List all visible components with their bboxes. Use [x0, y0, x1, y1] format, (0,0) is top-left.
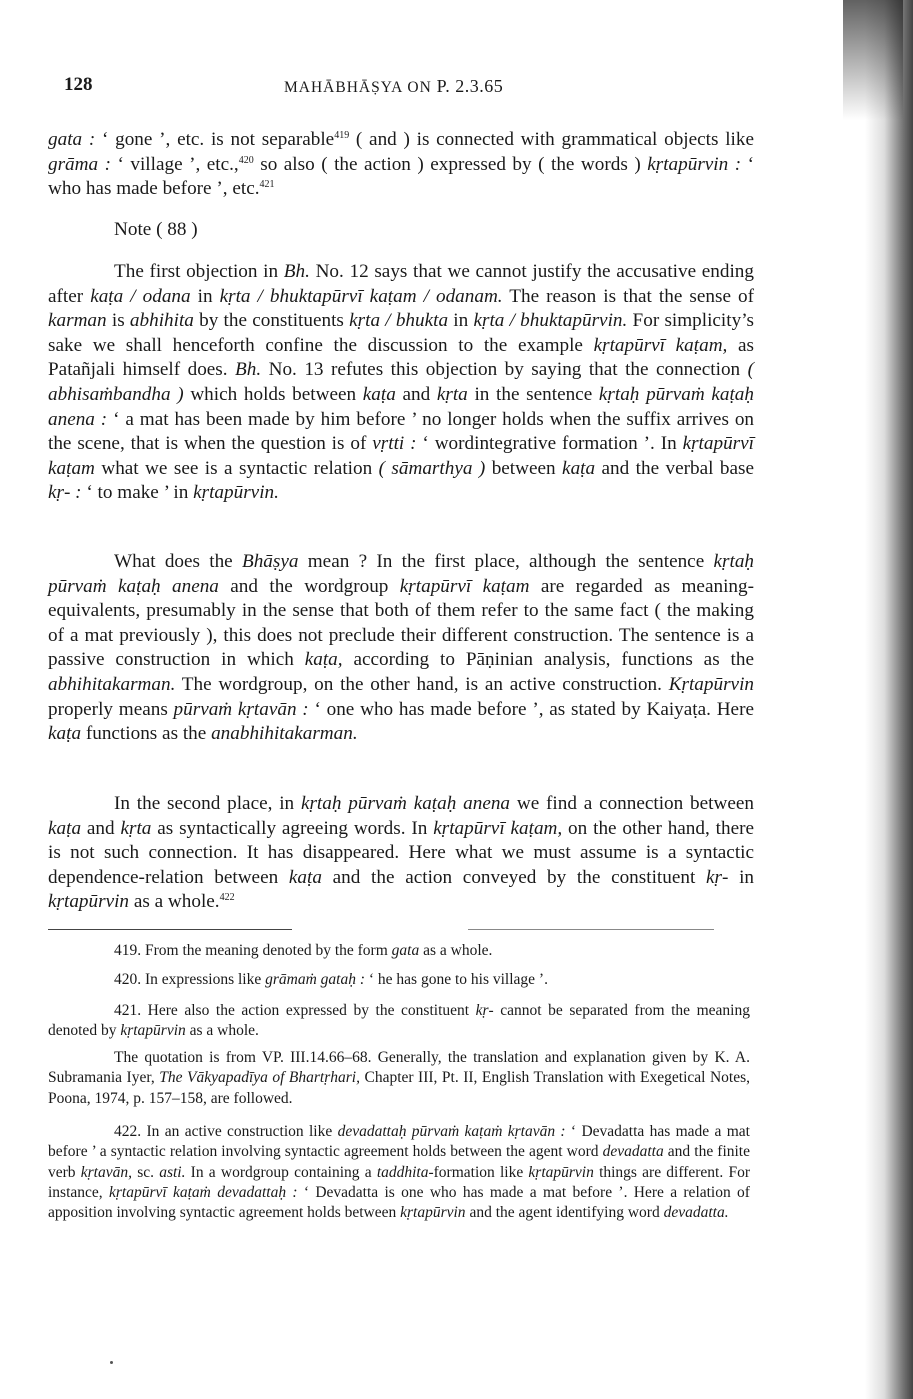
footnote-420: 420. In expressions like grāmaṁ gataḥ : ‘ he has gone to his village ’. [114, 971, 548, 988]
footnote-ref-421: 421 [259, 179, 275, 191]
paragraph-3: What does the Bhāṣya mean ? In the first place, although the sentence kṛtaḥ pūrvaṁ kaṭaḥ anena and the wordgroup kṛtapūrvī kaṭam are regarded as meaning-equivalents, presumably in the sense that both of them refer to the same fact ( the making of a mat previously ), this does not preclude their different construction. The sentence is a passive construction in which kaṭa, according to Pāṇinian analysis, functions as the abhihitakarman. The wordgroup, on the other hand, is an active construction. Kṛtapūrvin properly means pūrvaṁ kṛtavān : ‘ one who has made before ’, as stated by Kaiyaṭa. Here kaṭa functions as the anabhihitakarman. [48, 551, 755, 745]
paragraph-second-place [48, 792, 754, 915]
footnote-separator [48, 929, 292, 930]
scan-shadow-corner [843, 0, 903, 120]
header-reference: P. 2.3.65 [436, 76, 504, 96]
page-number: 128 [64, 74, 93, 95]
footnote-separator-right [468, 929, 714, 930]
footnote-421-quotation: The quotation is from VP. III.14.66–68. Generally, the translation and explanation given by K. A. Subramania Iyer, The Vākyapadīya of Bhartṛhari, Chapter III, Pt. II, English Translation with Exegetical Notes, Poona, 1974, p. 157–158, are followed. [48, 1049, 750, 1107]
scan-speck [110, 1361, 113, 1364]
running-head [64, 74, 754, 104]
note-heading: Note ( 88 ) [114, 219, 198, 240]
paragraph-1: gata : ‘ gone ’, etc. is not separable$^{419}$ ( and ) is connected with grammatical objects like grāma : ‘ village ’, etc.,$^{420}$ so also ( the action ) expressed by ( the words ) kṛtapūrvin : ‘ who has made before ’, etc.$^{421}$ [48, 129, 754, 200]
footnote-421: 421. Here also the action expressed by the constituent kṛ- cannot be separated from the meaning denoted by kṛtapūrvin as a whole. [48, 1002, 750, 1040]
header-title [284, 76, 503, 97]
footnote-422: 422. In an active construction like devadattaḥ pūrvaṁ kaṭaṁ kṛtavān : ‘ Devadatta has made a mat before ’ a syntactic relation involving syntactic agreement holds between the agent word devadatta and the finite verb kṛtavān, sc. asti. In a wordgroup containing a taddhita-formation like kṛtapūrvin things are different. For instance, kṛtapūrvī kaṭaṁ devadattaḥ : ‘ Devadatta is one who has made a mat before ’. Here a relation of apposition involving syntactic agreement holds between kṛtapūrvin and the agent identifying word devadatta. [48, 1123, 750, 1222]
paragraph-objection [48, 260, 754, 506]
paragraph-continuation [48, 128, 754, 202]
paragraph-4: In the second place, in kṛtaḥ pūrvaṁ kaṭaḥ anena we find a connection between kaṭa and kṛta as syntactically agreeing words. In kṛtapūrvī kaṭam, on the other hand, there is not such connection. It has disappeared. Here what we must assume is a syntactic dependence-relation between kaṭa and the action conveyed by the constituent kṛ- in kṛtapūrvin as a whole.$^{422}$ [48, 793, 754, 913]
paragraph-bhasya-meaning [48, 550, 754, 747]
paragraph-2: The first objection in Bh. No. 12 says that we cannot justify the accusative ending after kaṭa / odana in kṛta / bhuktapūrvī kaṭam / odanam. The reason is that the sense of karman is abhihita by the constituents kṛta / bhukta in kṛta / bhuktapūrvin. For simplicity’s sake we shall henceforth confine the discussion to the example kṛtapūrvī kaṭam, as Patañjali himself does. Bh. No. 13 refutes this objection by saying that the connection ( abhisaṁbandha ) which holds between kaṭa and kṛta in the sentence kṛtaḥ pūrvaṁ kaṭaḥ anena : ‘ a mat has been made by him before ’ no longer holds when the suffix arrives on the scene, that is when the question is of vṛtti : ‘ wordintegrative formation ’. In kṛtapūrvī kaṭam what we see is a syntactic relation ( sāmarthya ) between kaṭa and the verbal base kṛ- : ‘ to make ’ in kṛtapūrvin. [48, 261, 755, 504]
footnote-ref-420: 420 [238, 154, 254, 166]
footnote-419: 419. From the meaning denoted by the form gata as a whole. [114, 942, 493, 959]
scan-shadow-edge [865, 0, 913, 1399]
footnote-ref-422: 422 [219, 892, 235, 904]
footnote-ref-419: 419 [334, 130, 350, 141]
header-title-text: MAHĀBHĀṢYA ON [284, 79, 432, 96]
